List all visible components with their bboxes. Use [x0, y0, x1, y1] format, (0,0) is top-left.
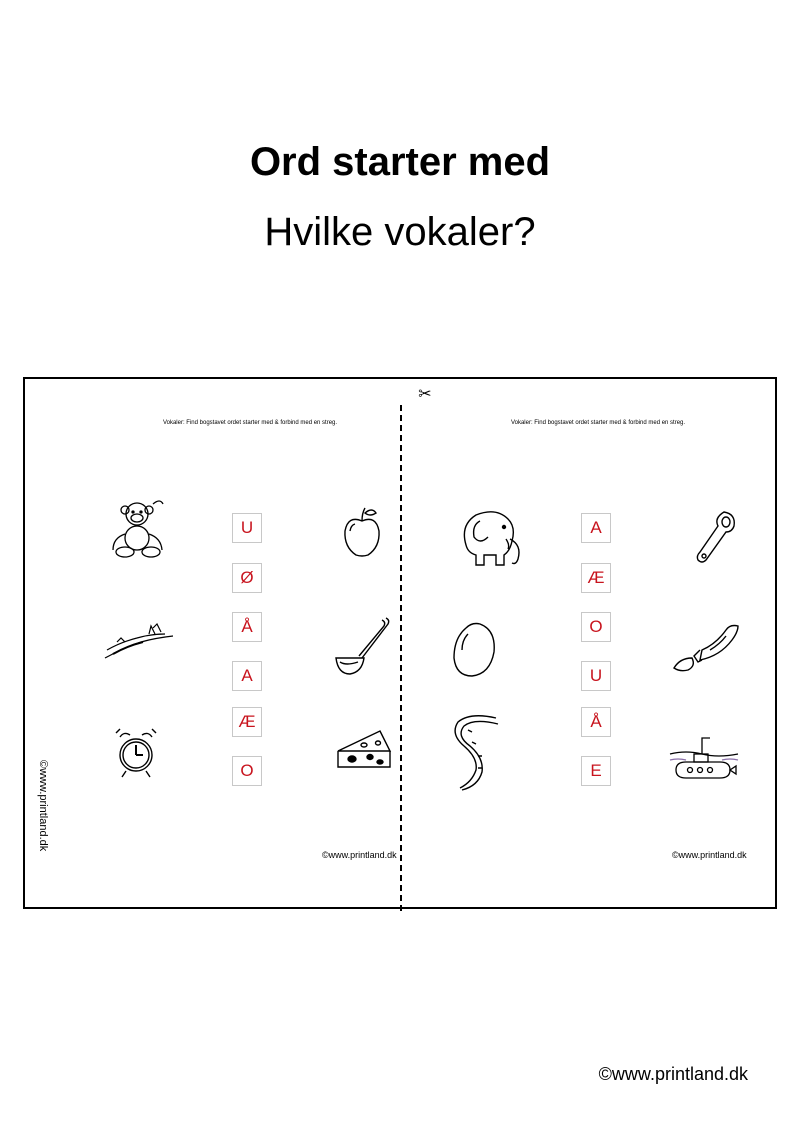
left-letter-box-2[interactable]: Ø — [232, 563, 262, 593]
left-instruction: Vokaler: Find bogstavet ordet starter med & forbind med en streg. — [162, 420, 338, 426]
left-letter-box-4[interactable]: A — [232, 661, 262, 691]
left-letter-box-3[interactable]: Å — [232, 612, 262, 642]
scissors-icon: ✂ — [418, 386, 432, 403]
submarine-icon — [666, 732, 742, 784]
apple-icon — [340, 505, 385, 560]
right-letter-box-1[interactable]: A — [581, 513, 611, 543]
left-letter-box-6[interactable]: O — [232, 756, 262, 786]
chili-pepper-icon — [670, 622, 742, 674]
right-letter-box-4[interactable]: U — [581, 661, 611, 691]
left-copyright: ©www.printland.dk — [322, 850, 397, 860]
right-copyright: ©www.printland.dk — [672, 850, 747, 860]
cut-line — [400, 405, 402, 911]
left-letter-box-5[interactable]: Æ — [232, 707, 262, 737]
bottle-opener-icon — [692, 508, 740, 566]
left-letter-box-1[interactable]: U — [232, 513, 262, 543]
page-subtitle: Hvilke vokaler? — [264, 210, 536, 254]
right-letter-box-3[interactable]: O — [581, 612, 611, 642]
river-landscape-icon — [103, 620, 175, 662]
page-title: Ord starter med — [249, 140, 551, 184]
right-letter-box-2[interactable]: Æ — [581, 563, 611, 593]
elephant-icon — [456, 505, 528, 571]
side-copyright: ©www.printland.dk — [37, 760, 49, 852]
eel-icon — [450, 712, 502, 792]
right-letter-box-6[interactable]: E — [581, 756, 611, 786]
cheese-icon — [334, 727, 394, 775]
page-footer-copyright: ©www.printland.dk — [598, 1064, 748, 1084]
ladle-icon — [332, 614, 394, 680]
right-instruction: Vokaler: Find bogstavet ordet starter med & forbind med en streg. — [510, 420, 686, 426]
right-letter-box-5[interactable]: Å — [581, 707, 611, 737]
alarm-clock-icon — [112, 727, 160, 779]
monkey-icon — [105, 498, 170, 560]
egg-icon — [450, 620, 500, 680]
